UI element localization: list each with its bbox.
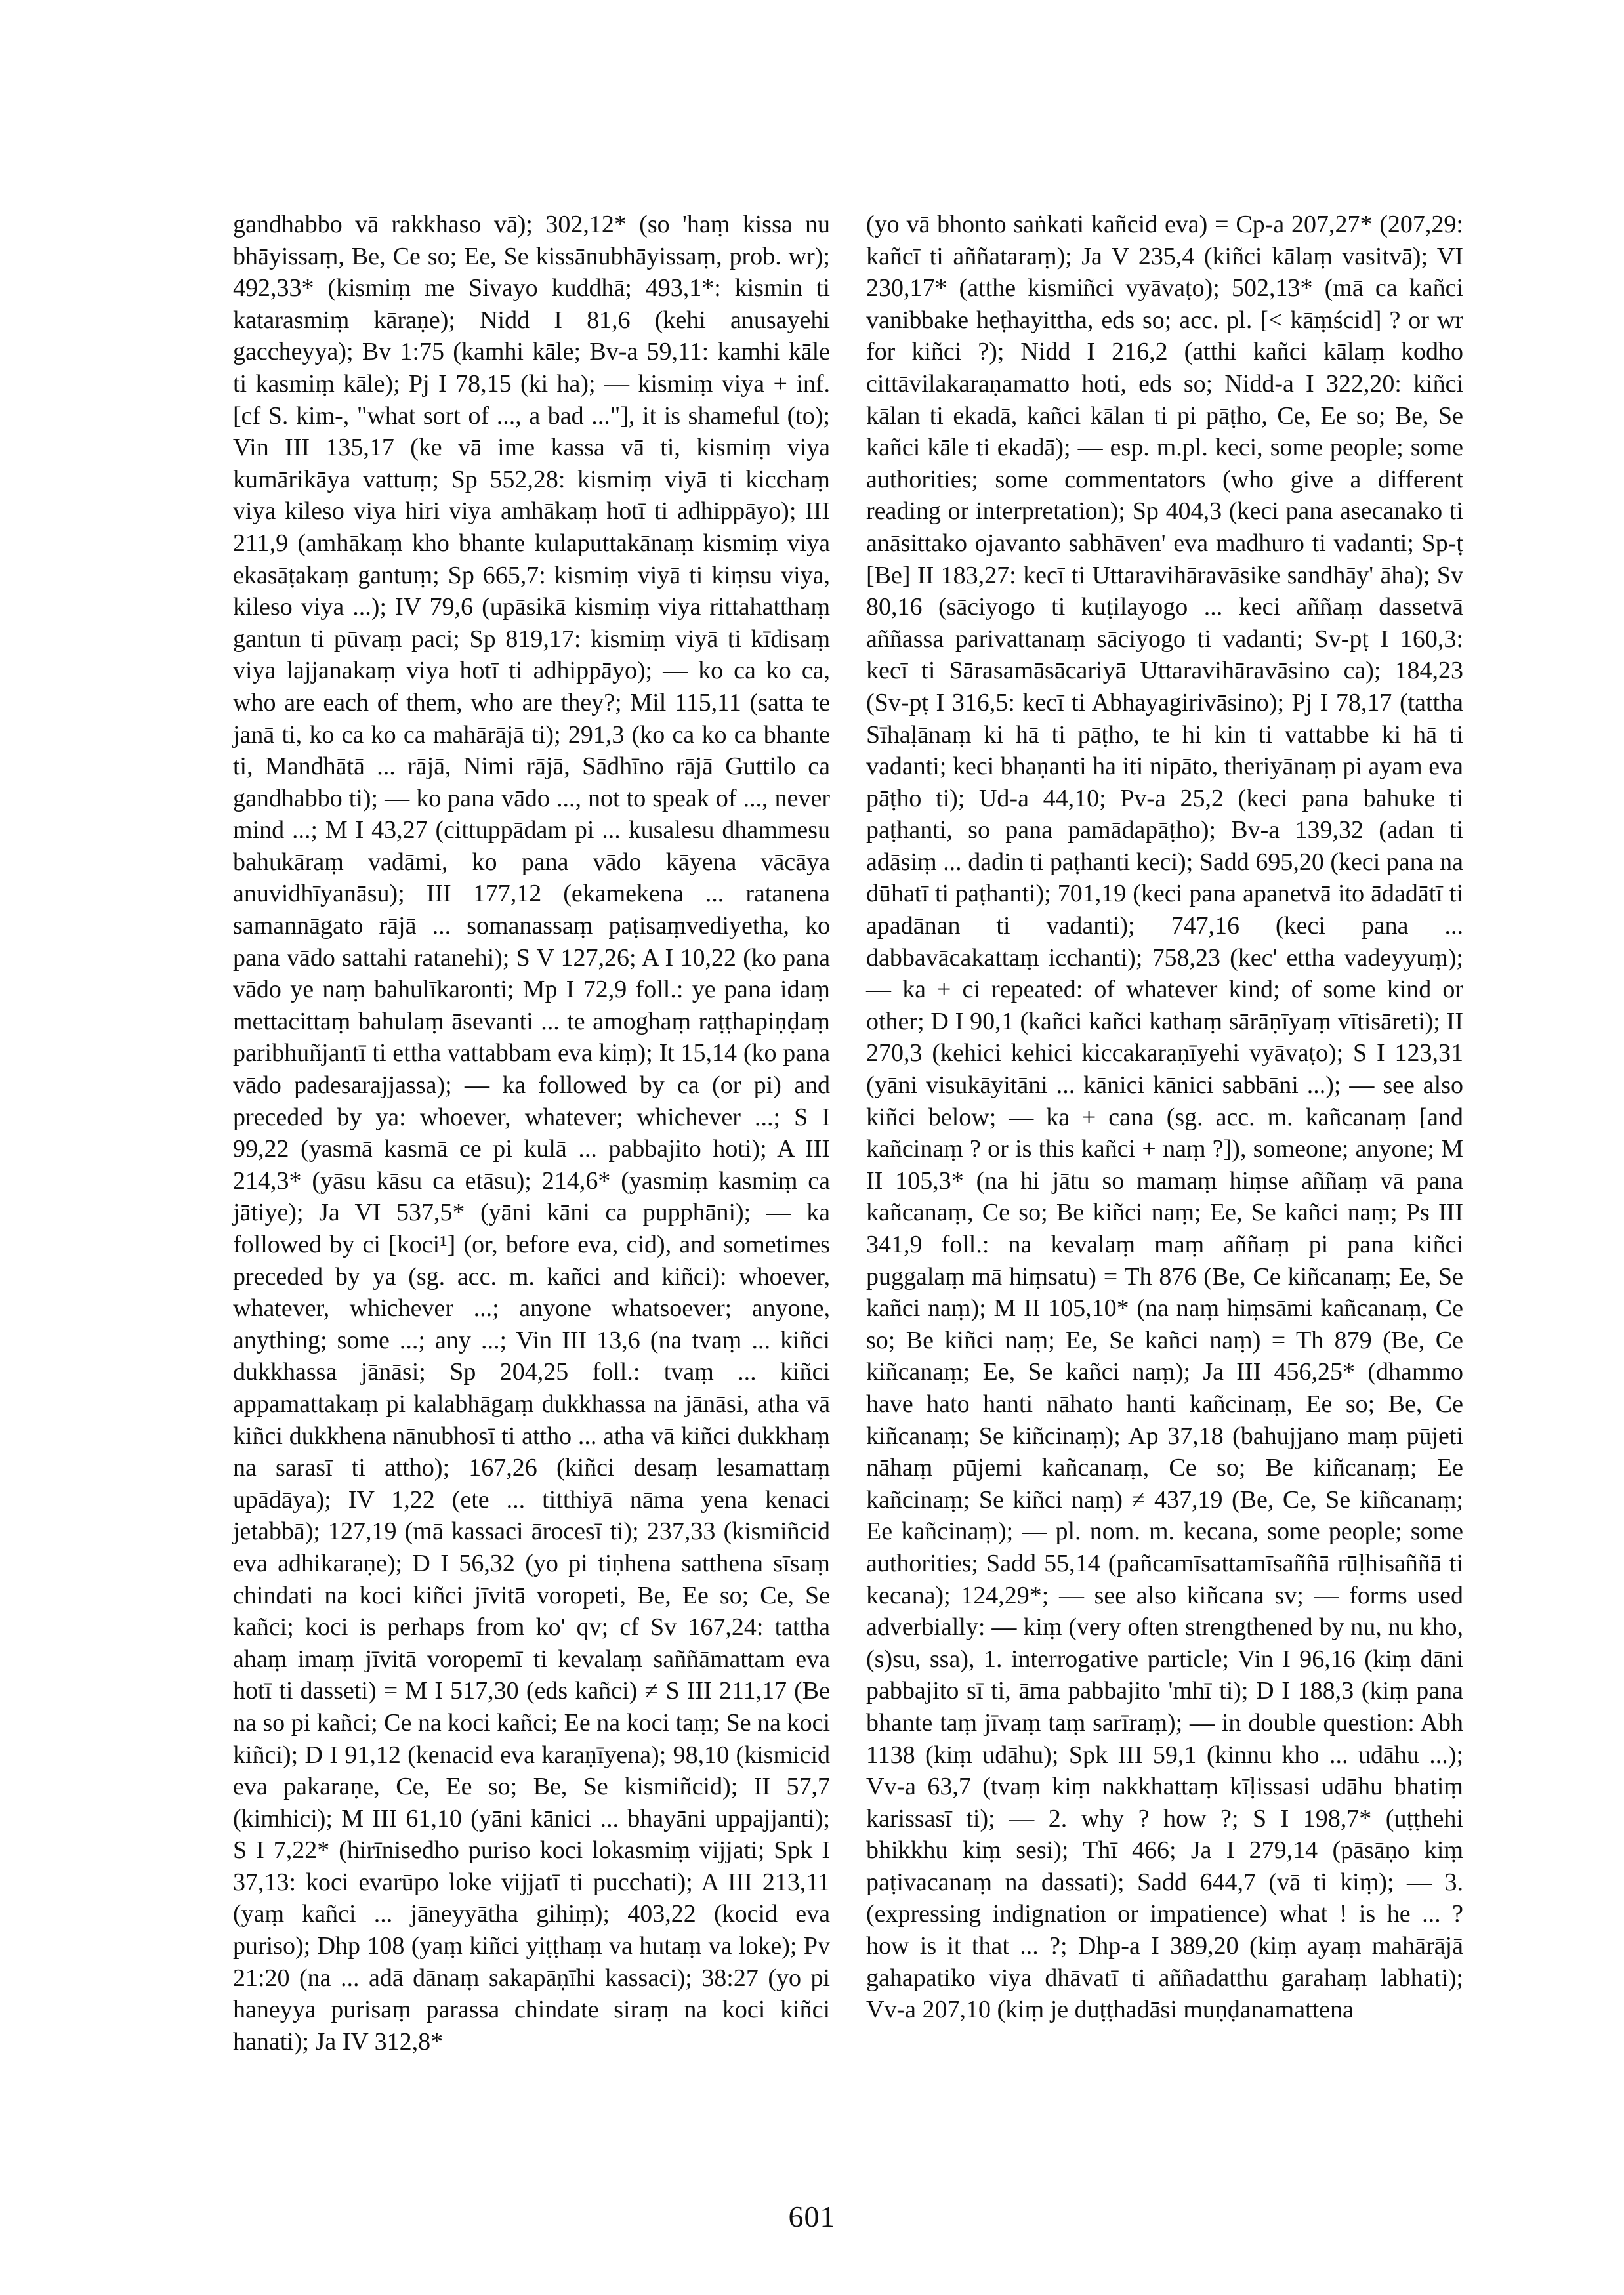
left-column xyxy=(233,209,830,2057)
right-column-text: (yo vā bhonto saṅkati kañcid eva) = Cp-a 207,27* (207,29: kañcī ti aññataraṃ); Ja V 235,4 (kiñci kālaṃ vasitvā); VI 230,17* (atthe kismiñci vyāvaṭo); 502,13* (mā ca kañci vanibbake heṭhayittha, eds so; acc. pl. [< kāṃścid] ? or wr for kiñci ?); Nidd I 216,2 (atthi kañci kālaṃ kodho cittāvilakaraṇamatto hoti, eds so; Nidd-a I 322,20: kiñci kālan ti ekadā, kañci kālan ti pi pāṭho, Ce, Ee so; Be, Se kañci kāle ti ekadā); — esp. m.pl. keci, some people; some authorities; some commentators (who give a different reading or interpretation); Sp 404,3 (keci pana asecanako ti anāsittako ojavanto sabhāven' eva madhuro ti vadanti; Sp-ṭ [Be] II 183,27: kecī ti Uttaravihāravāsike sandhāy' āha); Sv 80,16 (sāciyogo ti kuṭilayogo ... keci aññaṃ dassetvā aññassa parivattanaṃ sāciyogo ti vadanti; Sv-pṭ I 160,3: kecī ti Sārasamāsācariyā Uttaravihāravāsino ca); 184,23 (Sv-pṭ I 316,5: kecī ti Abhayagirivāsino); Pj I 78,17 (tattha Sīhaḷānaṃ ki hā ti pāṭho, te hi kin ti vattabbe ki hā ti vadanti; keci bhaṇanti ha iti nipāto, theriyānaṃ pi ayam eva pāṭho ti); Ud-a 44,10; Pv-a 25,2 (keci pana bahuke ti paṭhanti, so pana pamādapāṭho); Bv-a 139,32 (adan ti adāsiṃ ... dadin ti paṭhanti keci); Sadd 695,20 (keci pana na dūhatī ti paṭhanti); 701,19 (keci pana apanetvā ito ādadātī ti apadānan ti vadanti); 747,16 (keci pana ... dabbavācakattaṃ icchanti); 758,23 (kec' ettha vadeyyuṃ); — ka + ci repeated: of whatever kind; of some kind or other; D I 90,1 (kañci kañci kathaṃ sārāṇīyaṃ vītisāreti); II 270,3 (kehici kehici kiccakaraṇīyehi vyāvaṭo); S I 123,31 (yāni visukāyitāni ... kānici kānici sabbāni ...); — see also kiñci below; — ka + cana (sg. acc. m. kañcanaṃ [and kañcinaṃ ? or is this kañci + naṃ ?]), someone; anyone; M II 105,3* (na hi jātu so mamaṃ hiṃse aññaṃ vā pana kañcanaṃ, Ce so; Be kiñci naṃ; Ee, Se kañci naṃ; Ps III 341,9 foll.: na kevalaṃ maṃ aññaṃ pi pana kiñci puggalaṃ mā hiṃsatu) = Th 876 (Be, Ce kiñcanaṃ; Ee, Se kañci naṃ); M II 105,10* (na naṃ hiṃsāmi kañcanaṃ, Ce so; Be kiñci naṃ; Ee, Se kañci naṃ) = Th 879 (Be, Ce kiñcanaṃ; Ee, Se kañci naṃ); Ja III 456,25* (dhammo have hato hanti nāhato hanti kañcinaṃ, Ee so; Be, Ce kiñcanaṃ; Se kiñcinaṃ); Ap 37,18 (bahujjano maṃ pūjeti nāhaṃ pūjemi kañcanaṃ, Ce so; Be kiñcanaṃ; Ee kañcinaṃ; Se kiñci naṃ) ≠ 437,19 (Be, Ce, Se kiñcanaṃ; Ee kañcinaṃ); — pl. nom. m. kecana, some people; some authorities; Sadd 55,14 (pañcamīsattamīsaññā rūḷhisaññā ti kecana); 124,29*; — see also kiñcana sv; — forms used adverbially: — kiṃ (very often strengthened by nu, nu kho, (s)su, ssa), 1. interrogative particle; Vin I 96,16 (kiṃ dāni pabbajito sī ti, āma pabbajito 'mhī ti); D I 188,3 (kiṃ pana bhante taṃ jīvaṃ taṃ sarīraṃ); — in double question: Abh 1138 (kiṃ udāhu); Spk III 59,1 (kinnu kho ... udāhu ...); Vv-a 63,7 (tvaṃ kiṃ nakkhattaṃ kīḷissasi udāhu bhatiṃ karissasī ti); — 2. why ? how ?; S I 198,7* (uṭṭhehi bhikkhu kiṃ sesi); Thī 466; Ja I 279,14 (pāsāṇo kiṃ paṭivacanaṃ na dassati); Sadd 644,7 (vā ti kiṃ); — 3. (expressing indignation or impatience) what ! is he ... ? how is it that ... ?; Dhp-a I 389,20 (kiṃ ayaṃ mahārājā gahapatiko viya dhāvatī ti aññadatthu garahaṃ labhati); Vv-a 207,10 (kiṃ je duṭṭhadāsi muṇḍanamattena xyxy=(866,211,1463,2024)
page-number: 601 xyxy=(788,2200,836,2233)
left-column-text: gandhabbo vā rakkhaso vā); 302,12* (so 'haṃ kissa nu bhāyissaṃ, Be, Ce so; Ee, Se kissānubhāyissaṃ, prob. wr); 492,33* (kismiṃ me Sivayo kuddhā; 493,1*: kismin ti katarasmiṃ kāraṇe); Nidd I 81,6 (kehi anusayehi gaccheyya); Bv 1:75 (kamhi kāle; Bv-a 59,11: kamhi kāle ti kasmiṃ kāle); Pj I 78,15 (ki ha); — kismiṃ viya + inf. [cf S. kim-, "what sort of ..., a bad ..."], it is shameful (to); Vin III 135,17 (ke vā ime kassa vā ti, kismiṃ viya kumārikāya vattuṃ; Sp 552,28: kismiṃ viyā ti kicchaṃ viya kileso viya hiri viya amhākaṃ hotī ti adhippāyo); III 211,9 (amhākaṃ kho bhante kulaputtakānaṃ kismiṃ viya ekasāṭakaṃ gantuṃ; Sp 665,7: kismiṃ viyā ti kiṃsu viya, kileso viya ...); IV 79,6 (upāsikā kismiṃ viya rittahatthaṃ gantun ti pūvaṃ paci; Sp 819,17: kismiṃ viyā ti kīdisaṃ viya lajjanakaṃ viya hotī ti adhippāyo); — ko ca ko ca, who are each of them, who are they?; Mil 115,11 (satta te janā ti, ko ca ko ca mahārājā ti); 291,3 (ko ca ko ca bhante ti, Mandhātā ... rājā, Nimi rājā, Sādhīno rājā Guttilo ca gandhabbo ti); — ko pana vādo ..., not to speak of ..., never mind ...; M I 43,27 (cittuppādam pi ... kusalesu dhammesu bahukāraṃ vadāmi, ko pana vādo kāyena vācāya anuvidhīyanāsu); III 177,12 (ekamekena ... ratanena samannāgato rājā ... somanassaṃ paṭisaṃvediyetha, ko pana vādo sattahi ratanehi); S V 127,26; A I 10,22 (ko pana vādo ye naṃ bahulīkaronti; Mp I 72,9 foll.: ye pana idaṃ mettacittaṃ bahulaṃ āsevanti ... te amoghaṃ raṭṭhapiṇḍaṃ paribhuñjantī ti ettha vattabbam eva kiṃ); It 15,14 (ko pana vādo padesarajjassa); — ka followed by ca (or pi) and preceded by ya: whoever, whatever; whichever ...; S I 99,22 (yasmā kasmā ce pi kulā ... pabbajito hoti); A III 214,3* (yāsu kāsu ca etāsu); 214,6* (yasmiṃ kasmiṃ ca jātiye); Ja VI 537,5* (yāni kāni ca pupphāni); — ka followed by ci [koci¹] (or, before eva, cid), and sometimes preceded by ya (sg. acc. m. kañci and kiñci): whoever, whatever, whichever ...; anyone whatsoever; anyone, anything; some ...; any ...; Vin III 13,6 (na tvaṃ ... kiñci dukkhassa jānāsi; Sp 204,25 foll.: tvaṃ ... kiñci appamattakaṃ pi kalabhāgaṃ dukkhassa na jānāsi, atha vā kiñci dukkhena nānubhosī ti attho ... atha vā kiñci dukkhaṃ na sarasī ti attho); 167,26 (kiñci desaṃ lesamattaṃ upādāya); IV 1,22 (ete ... titthiyā nāma yena kenaci jetabbā); 127,19 (mā kassaci ārocesī ti); 237,33 (kismiñcid eva adhikaraṇe); D I 56,32 (yo pi tiṇhena satthena sīsaṃ chindati na koci kiñci jīvitā voropeti, Be, Ee so; Ce, Se kañci; koci is perhaps from ko' qv; cf Sv 167,24: tattha ahaṃ imaṃ jīvitā voropemī ti kevalaṃ saññāmattam eva hotī ti dasseti) = M I 517,30 (eds kañci) ≠ S III 211,17 (Be na so pi kañci; Ce na koci kañci; Ee na koci taṃ; Se na koci kiñci); D I 91,12 (kenacid eva karaṇīyena); 98,10 (kismicid eva pakaraṇe, Ce, Ee so; Be, Se kismiñcid); II 57,7 (kimhici); M III 61,10 (yāni kānici ... bhayāni uppajjanti); S I 7,22* (hirīnisedho puriso koci lokasmiṃ vijjati; Spk I 37,13: koci evarūpo loke vijjatī ti pucchati); A III 213,11 (yaṃ kañci ... jāneyyātha gihiṃ); 403,22 (kocid eva puriso); Dhp 108 (yaṃ kiñci yiṭṭhaṃ va hutaṃ va loke); Pv 21:20 (na ... adā dānaṃ sakapāṇīhi kassaci); 38:27 (yo pi haneyya purisaṃ parassa chindate siraṃ na koci kiñci hanati); Ja IV 312,8* xyxy=(233,211,830,2056)
right-column xyxy=(866,209,1463,2026)
